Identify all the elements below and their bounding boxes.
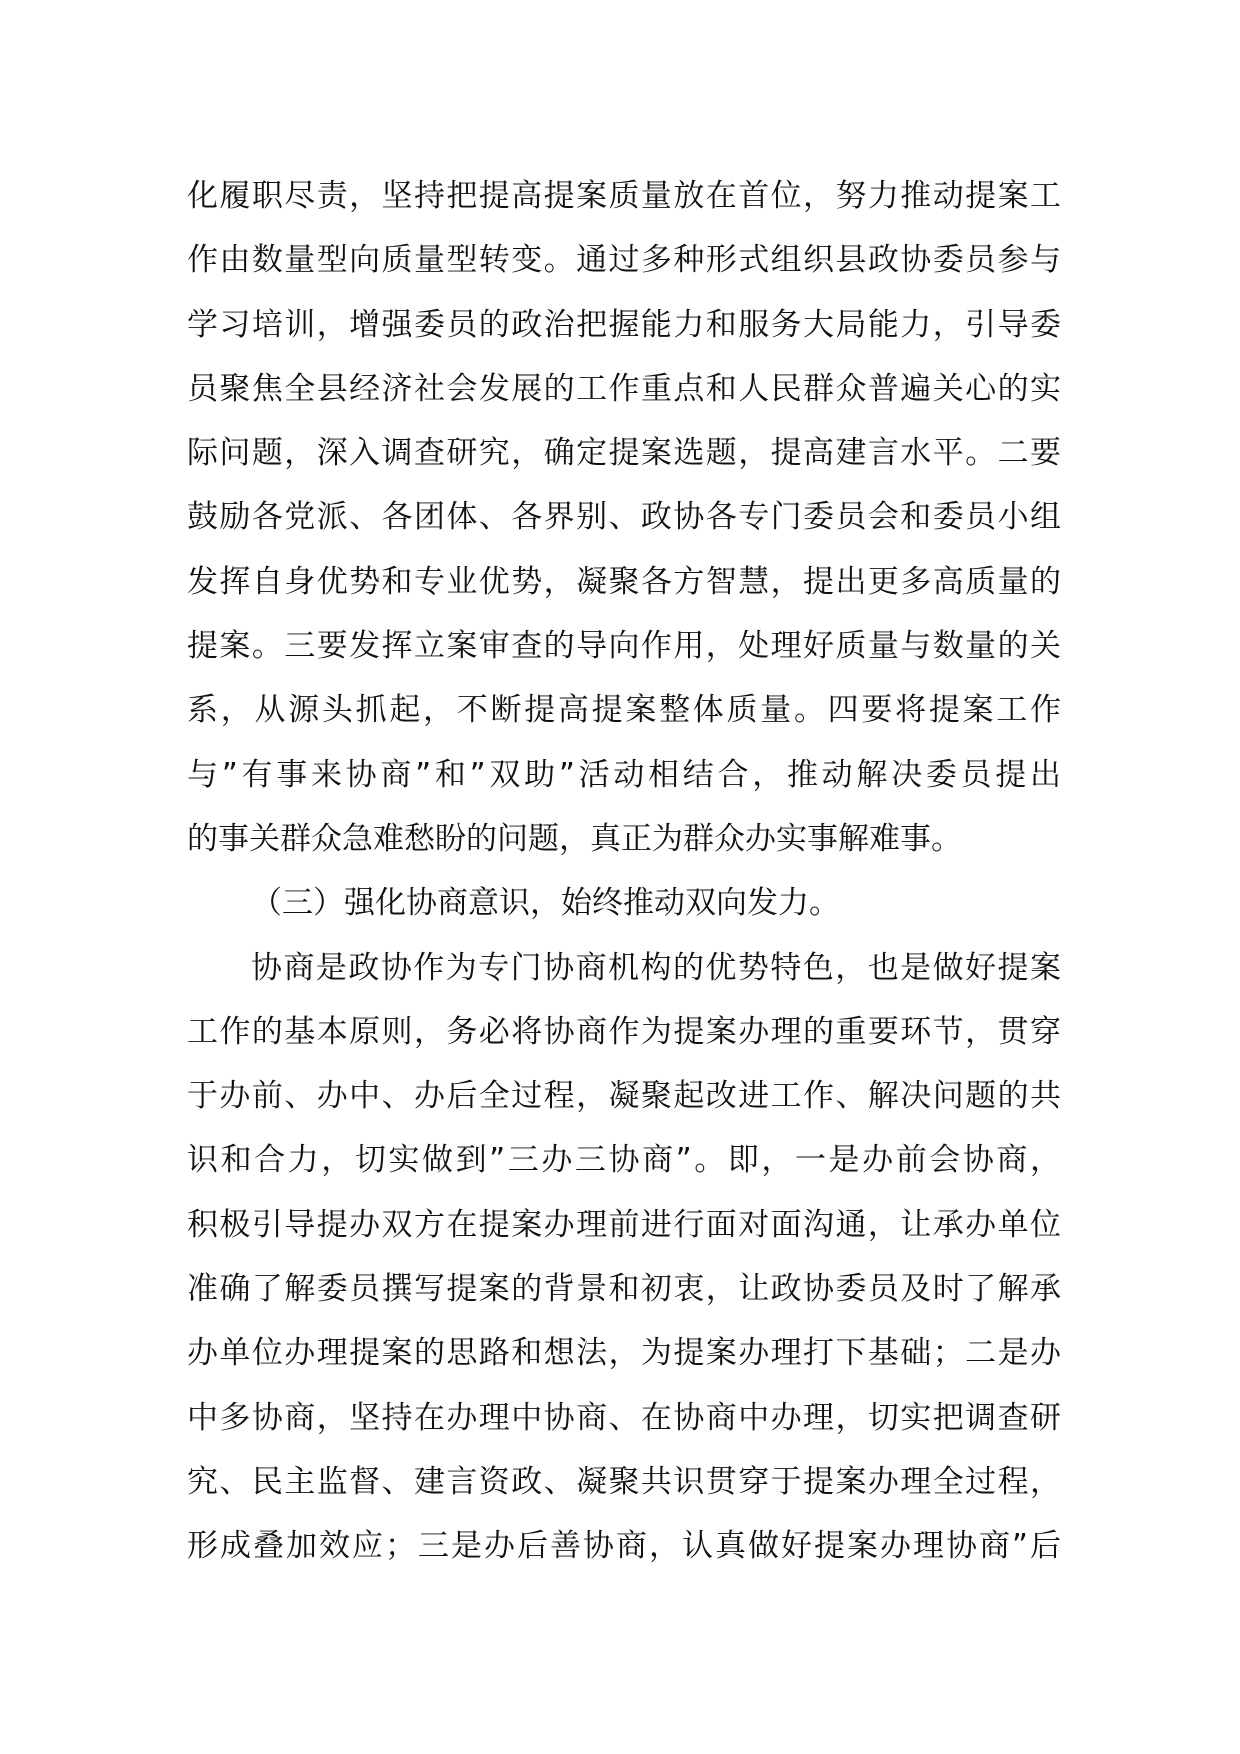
text-line: 与”有事来协商”和”双助”活动相结合，推动解决委员提出 xyxy=(187,756,1061,793)
text-line: 际问题，深入调查研究，确定提案选题，提高建言水平。二要 xyxy=(187,435,1061,472)
paragraph-first-line: 协商是政协作为专门协商机构的优势特色，也是做好提案 xyxy=(251,949,1061,986)
text-line: 办单位办理提案的思路和想法，为提案办理打下基础；二是办 xyxy=(187,1335,1061,1372)
text-line: 准确了解委员撰写提案的背景和初衷，让政协委员及时了解承 xyxy=(187,1271,1061,1308)
paragraph-end-line: 的事关群众急难愁盼的问题，真正为群众办实事解难事。 xyxy=(187,820,962,857)
text-line: 发挥自身优势和专业优势，凝聚各方智慧，提出更多高质量的 xyxy=(187,563,1061,600)
text-line: 系，从源头抓起，不断提高提案整体质量。四要将提案工作 xyxy=(187,692,1061,729)
text-line: 工作的基本原则，务必将协商作为提案办理的重要环节，贯穿 xyxy=(187,1013,1061,1050)
text-line: 作由数量型向质量型转变。通过多种形式组织县政协委员参与 xyxy=(187,242,1061,279)
section-heading: （三）强化协商意识，始终推动双向发力。 xyxy=(251,885,840,922)
text-line: 提案。三要发挥立案审查的导向作用，处理好质量与数量的关 xyxy=(187,628,1061,665)
text-line: 识和合力，切实做到”三办三协商”。即，一是办前会协商， xyxy=(187,1142,1061,1179)
text-line: 鼓励各党派、各团体、各界别、政协各专门委员会和委员小组 xyxy=(187,499,1061,536)
body-text xyxy=(187,164,1061,1579)
text-line: 中多协商，坚持在办理中协商、在协商中办理，切实把调查研 xyxy=(187,1399,1061,1436)
text-line: 究、民主监督、建言资政、凝聚共识贯穿于提案办理全过程， xyxy=(187,1463,1061,1500)
text-line: 学习培训，增强委员的政治把握能力和服务大局能力，引导委 xyxy=(187,306,1061,343)
text-line: 化履职尽责，坚持把提高提案质量放在首位，努力推动提案工 xyxy=(187,178,1061,214)
text-line: 于办前、办中、办后全过程，凝聚起改进工作、解决问题的共 xyxy=(187,1078,1061,1115)
text-line: 积极引导提办双方在提案办理前进行面对面沟通，让承办单位 xyxy=(187,1206,1061,1243)
text-line: 员聚焦全县经济社会发展的工作重点和人民群众普遍关心的实 xyxy=(187,370,1061,407)
text-line: 形成叠加效应；三是办后善协商，认真做好提案办理协商”后 xyxy=(187,1528,1061,1565)
